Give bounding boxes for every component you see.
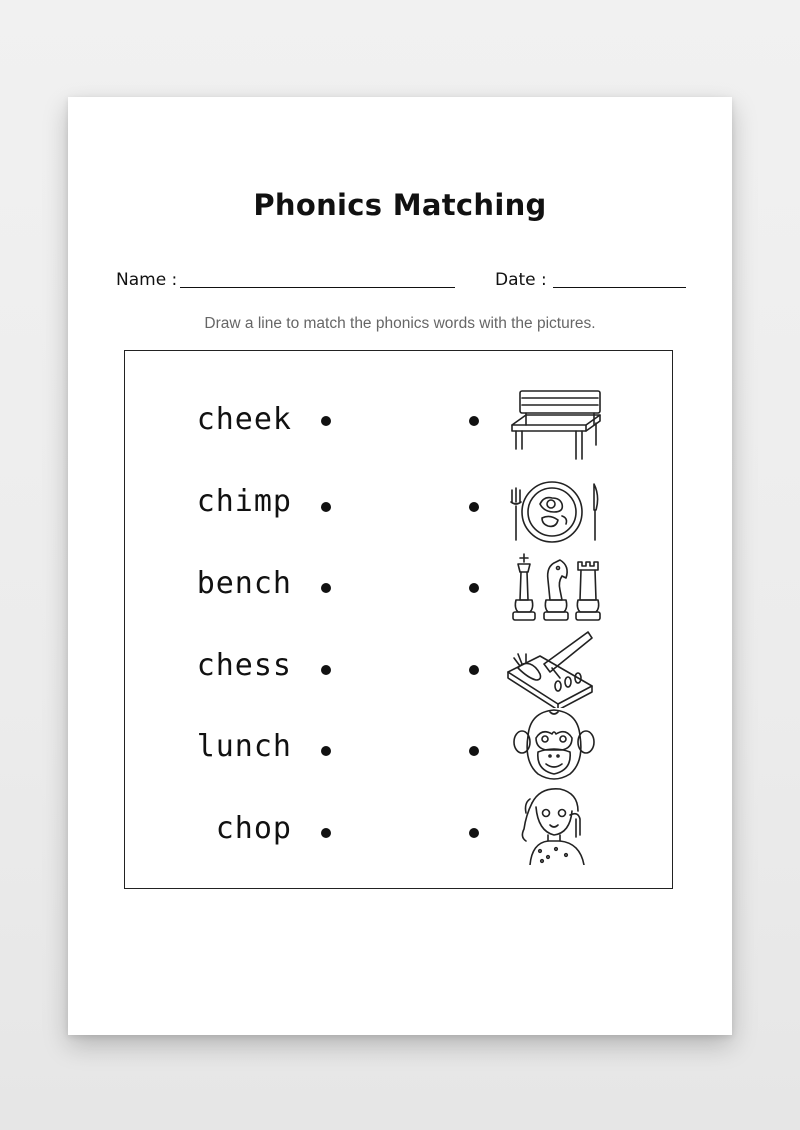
picture-dot[interactable] bbox=[469, 665, 479, 675]
date-label: Date : bbox=[495, 270, 547, 290]
word-dot[interactable] bbox=[321, 828, 331, 838]
word-dot[interactable] bbox=[321, 583, 331, 593]
picture-dot[interactable] bbox=[469, 828, 479, 838]
word-item: lunch bbox=[196, 729, 292, 764]
instructions: Draw a line to match the phonics words with the pictures. bbox=[204, 315, 596, 332]
chopping-board-icon bbox=[500, 628, 610, 708]
word-item: chop bbox=[215, 811, 292, 846]
picture-dot[interactable] bbox=[469, 502, 479, 512]
picture-dot[interactable] bbox=[469, 583, 479, 593]
date-field[interactable] bbox=[553, 287, 686, 288]
girl-cheek-icon bbox=[500, 785, 610, 865]
page-title: Phonics Matching bbox=[253, 188, 547, 222]
word-item: chimp bbox=[196, 484, 292, 519]
chess-pieces-icon bbox=[500, 550, 610, 630]
chimp-face-icon bbox=[500, 706, 610, 786]
name-field[interactable] bbox=[180, 287, 455, 288]
word-item: bench bbox=[196, 566, 292, 601]
word-item: chess bbox=[196, 648, 292, 683]
name-label: Name : bbox=[116, 270, 178, 290]
picture-dot[interactable] bbox=[469, 746, 479, 756]
word-dot[interactable] bbox=[321, 746, 331, 756]
word-dot[interactable] bbox=[321, 416, 331, 426]
picture-dot[interactable] bbox=[469, 416, 479, 426]
lunch-plate-icon bbox=[500, 468, 610, 548]
word-item: cheek bbox=[196, 402, 292, 437]
word-dot[interactable] bbox=[321, 665, 331, 675]
bench-icon bbox=[500, 385, 610, 465]
word-dot[interactable] bbox=[321, 502, 331, 512]
